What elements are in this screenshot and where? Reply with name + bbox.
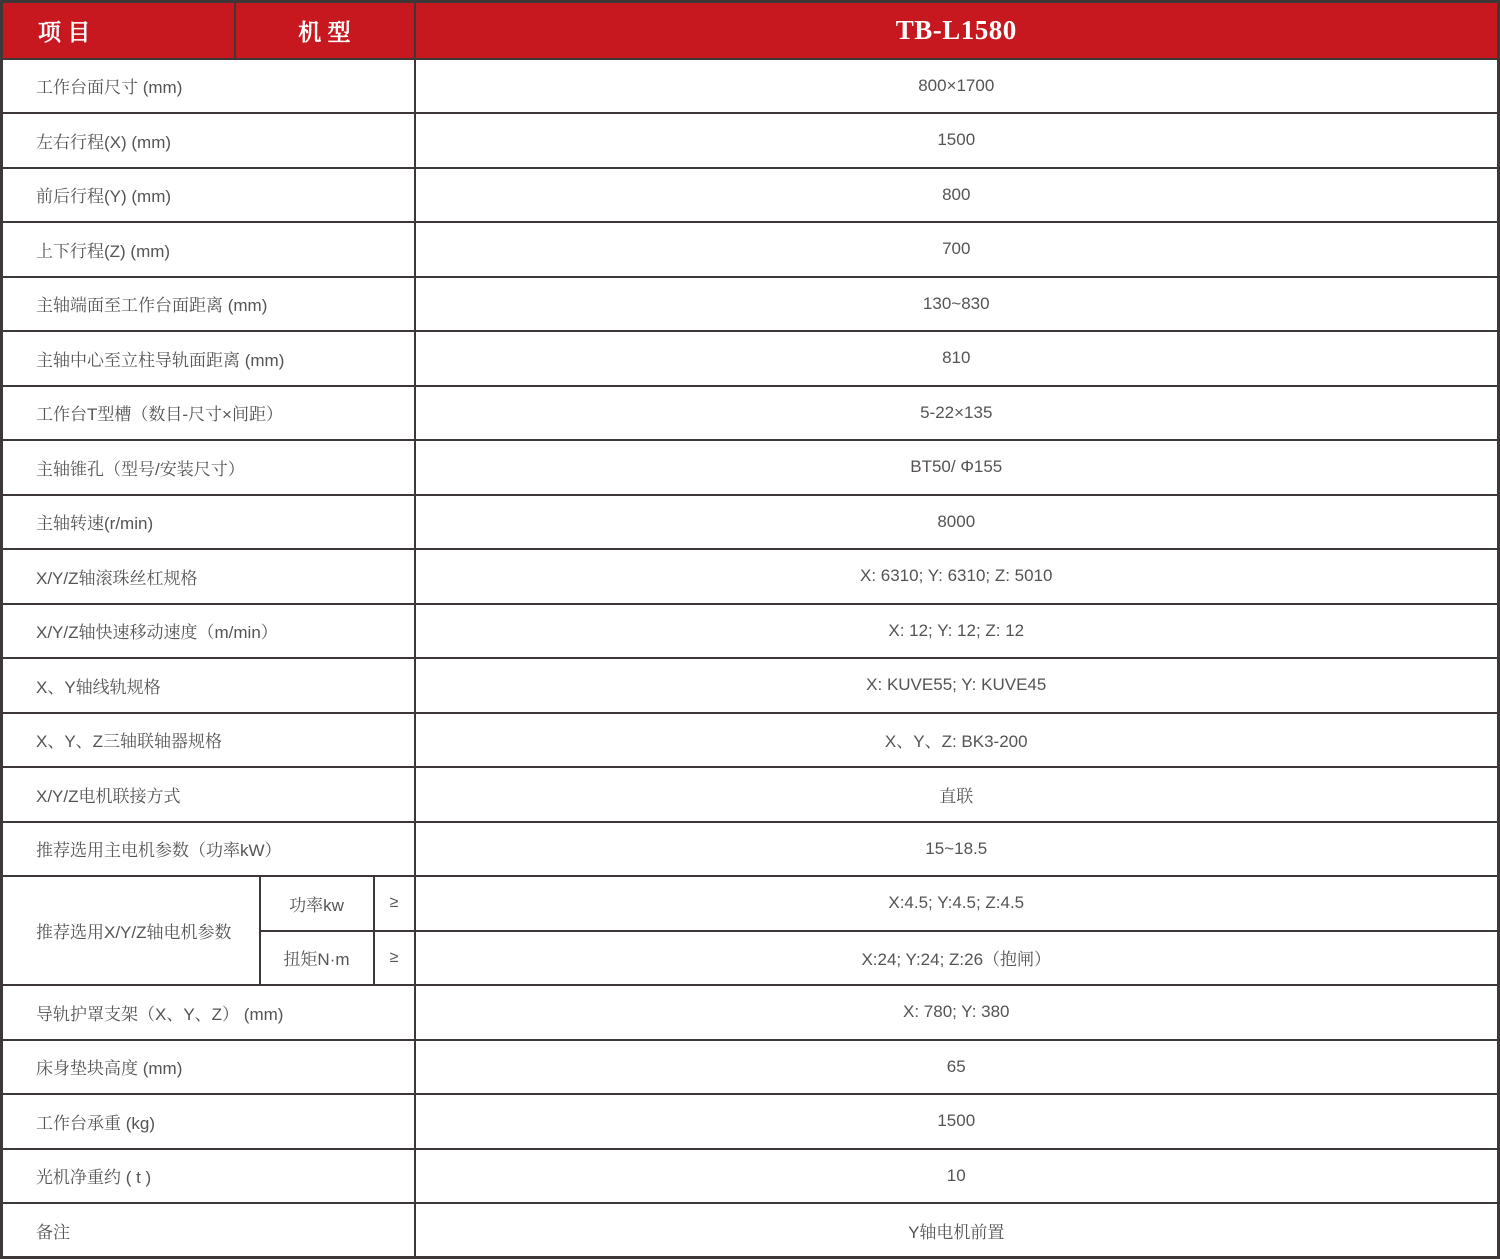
spec-label: 左右行程(X) (mm): [2, 113, 415, 168]
spec-label: 主轴中心至立柱导轨面距离 (mm): [2, 331, 415, 386]
spec-label: 上下行程(Z) (mm): [2, 222, 415, 277]
sub-param-torque: 扭矩N·m: [260, 931, 374, 986]
spec-label: 主轴锥孔（型号/安装尺寸）: [2, 440, 415, 495]
spec-value: 直联: [415, 767, 1499, 822]
header-model-label: 机 型: [235, 2, 415, 59]
table-row: [2, 658, 1499, 713]
table-row: [2, 386, 1499, 441]
table-row: [2, 549, 1499, 604]
spec-value: 15~18.5: [415, 822, 1499, 877]
spec-label: 推荐选用主电机参数（功率kW）: [2, 822, 415, 877]
table-row: [2, 604, 1499, 659]
table-row: [2, 277, 1499, 332]
spec-value: X、Y、Z: BK3-200: [415, 713, 1499, 768]
spec-value: X: 780; Y: 380: [415, 985, 1499, 1040]
table-row: [2, 1149, 1499, 1204]
spec-label: 光机净重约 ( t ): [2, 1149, 415, 1204]
spec-value: Y轴电机前置: [415, 1203, 1499, 1258]
spec-value: X: KUVE55; Y: KUVE45: [415, 658, 1499, 713]
spec-label-motor-params: 推荐选用X/Y/Z轴电机参数: [2, 876, 260, 985]
spec-value: X:24; Y:24; Z:26（抱闸）: [415, 931, 1499, 986]
table-row: [2, 440, 1499, 495]
spec-value: 700: [415, 222, 1499, 277]
spec-label: 工作台承重 (kg): [2, 1094, 415, 1149]
gte-symbol: ≥: [374, 876, 415, 931]
spec-value: 130~830: [415, 277, 1499, 332]
spec-label: 备注: [2, 1203, 415, 1258]
table-row: [2, 1094, 1499, 1149]
table-row-motor-power: [2, 876, 1499, 931]
spec-label: X、Y、Z三轴联轴器规格: [2, 713, 415, 768]
spec-value: X: 6310; Y: 6310; Z: 5010: [415, 549, 1499, 604]
spec-label: 导轨护罩支架（X、Y、Z） (mm): [2, 985, 415, 1040]
spec-value: 10: [415, 1149, 1499, 1204]
spec-label: 床身垫块高度 (mm): [2, 1040, 415, 1095]
spec-value: 5-22×135: [415, 386, 1499, 441]
table-row: [2, 222, 1499, 277]
spec-value: X: 12; Y: 12; Z: 12: [415, 604, 1499, 659]
spec-label: X、Y轴线轨规格: [2, 658, 415, 713]
spec-label: 工作台T型槽（数目-尺寸×间距）: [2, 386, 415, 441]
spec-label: X/Y/Z轴快速移动速度（m/min）: [2, 604, 415, 659]
table-row: [2, 1040, 1499, 1095]
spec-value: 800×1700: [415, 59, 1499, 114]
spec-label: 主轴端面至工作台面距离 (mm): [2, 277, 415, 332]
table-row: [2, 59, 1499, 114]
table-row: [2, 168, 1499, 223]
table-row: [2, 767, 1499, 822]
spec-value: 810: [415, 331, 1499, 386]
spec-label: X/Y/Z轴滚珠丝杠规格: [2, 549, 415, 604]
spec-value: BT50/ Φ155: [415, 440, 1499, 495]
header-item-label: 项 目: [2, 2, 235, 59]
table-row: [2, 113, 1499, 168]
spec-value: 65: [415, 1040, 1499, 1095]
table-row: [2, 495, 1499, 550]
spec-label: 主轴转速(r/min): [2, 495, 415, 550]
spec-value: 800: [415, 168, 1499, 223]
table-row: [2, 713, 1499, 768]
sub-param-power: 功率kw: [260, 876, 374, 931]
gte-symbol: ≥: [374, 931, 415, 986]
header-model-value: TB-L1580: [415, 2, 1499, 59]
spec-value: 8000: [415, 495, 1499, 550]
table-row: [2, 985, 1499, 1040]
spec-value: X:4.5; Y:4.5; Z:4.5: [415, 876, 1499, 931]
spec-label: 工作台面尺寸 (mm): [2, 59, 415, 114]
table-row: [2, 822, 1499, 877]
spec-value: 1500: [415, 113, 1499, 168]
spec-label: X/Y/Z电机联接方式: [2, 767, 415, 822]
table-header-row: [2, 2, 1499, 59]
spec-label: 前后行程(Y) (mm): [2, 168, 415, 223]
table-row: [2, 1203, 1499, 1258]
table-row: [2, 331, 1499, 386]
spec-value: 1500: [415, 1094, 1499, 1149]
